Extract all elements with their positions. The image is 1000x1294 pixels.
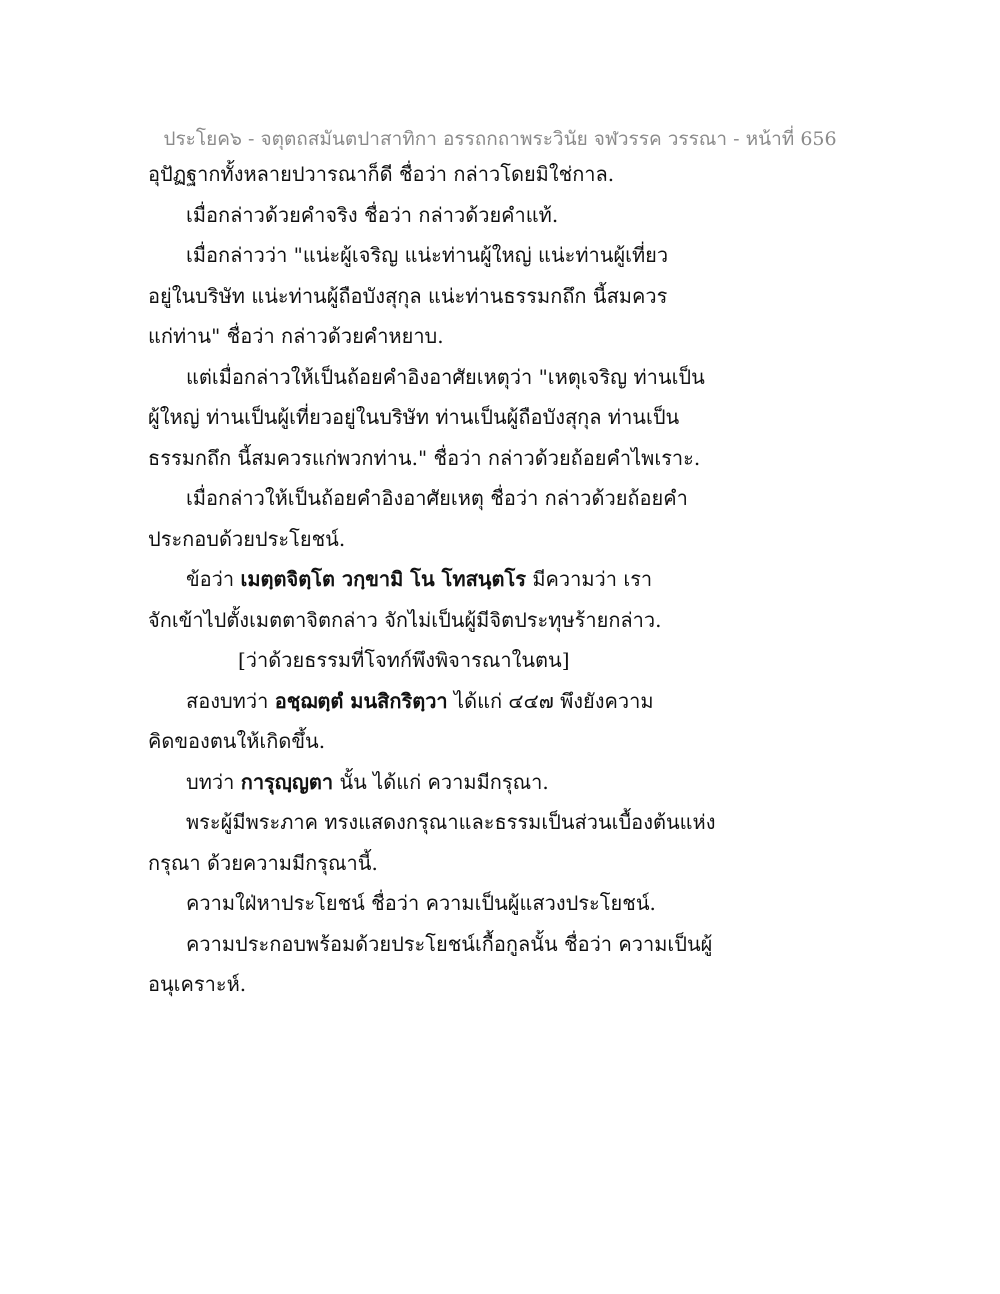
text-line: ความใฝ่หาประโยชน์ ชื่อว่า ความเป็นผู้แสวงประโยชน์. <box>186 891 656 915</box>
line-prefix: ข้อว่า <box>186 567 241 591</box>
text-line: อนุเคราะห์. <box>148 972 247 996</box>
text-line: ความประกอบพร้อมด้วยประโยชน์เกื้อกูลนั้น ชื่อว่า ความเป็นผู้ <box>186 931 713 956</box>
pali-term: อชฺฌตฺตํ มนสิกริตฺวา <box>274 688 448 713</box>
text-line <box>148 681 708 722</box>
text-line: กรุณา ด้วยความมีกรุณานี้. <box>148 850 378 875</box>
text-line: อยู่ในบริษัท แน่ะท่านผู้ถือบังสุกุล แน่ะท่านธรรมกถึก นี้สมควร <box>148 283 668 308</box>
section-heading: [ว่าด้วยธรรมที่โจทก์พึงพิจารณาในตน] <box>238 648 570 672</box>
text-line: เมื่อกล่าวว่า "แน่ะผู้เจริญ แน่ะท่านผู้ใหญ่ แน่ะท่านผู้เที่ยว <box>186 243 669 267</box>
line-prefix: บทว่า <box>186 769 241 794</box>
text-line <box>148 762 708 803</box>
pali-term: เมตฺตจิตฺโต วกฺขามิ โน โทสนฺตโร <box>240 567 526 591</box>
text-line: จักเข้าไปตั้งเมตตาจิตกล่าว จักไม่เป็นผู้มีจิตประทุษร้ายกล่าว. <box>148 607 662 632</box>
text-line: ผู้ใหญ่ ท่านเป็นผู้เที่ยวอยู่ในบริษัท ท่านเป็นผู้ถือบังสุกุล ท่านเป็น <box>148 405 680 429</box>
line-suffix: ได้แก่ ๔๔๗ พึงยังความ <box>447 688 654 713</box>
line-suffix: นั้น ได้แก่ ความมีกรุณา. <box>333 769 549 794</box>
text-line: อุปัฏฐากทั้งหลายปวารณาก็ดี ชื่อว่า กล่าวโดยมิใช่กาล. <box>148 162 615 186</box>
line-suffix: มีความว่า เรา <box>525 567 653 591</box>
text-line: แก่ท่าน" ชื่อว่า กล่าวด้วยคำหยาบ. <box>148 324 444 348</box>
text-line <box>148 559 708 600</box>
text-line: พระผู้มีพระภาค ทรงแสดงกรุณาและธรรมเป็นส่วนเบื้องต้นแห่ง <box>186 810 716 834</box>
text-line: คิดของตนให้เกิดขึ้น. <box>148 729 326 753</box>
running-header: ประโยค๖ - จตุตถสมันตปาสาทิกา อรรถกถาพระวินัย จฬวรรค วรรณา - หน้าที่ 656 <box>163 128 837 150</box>
text-line: เมื่อกล่าวด้วยคำจริง ชื่อว่า กล่าวด้วยคำแท้. <box>186 202 559 227</box>
line-prefix: สองบทว่า <box>186 688 275 713</box>
text-line: ประกอบด้วยประโยชน์. <box>148 526 346 551</box>
page-body <box>148 154 716 1005</box>
pali-term: การุญฺญตา <box>240 769 334 794</box>
text-line: แต่เมื่อกล่าวให้เป็นถ้อยคำอิงอาศัยเหตุว่า "เหตุเจริญ ท่านเป็น <box>186 364 705 389</box>
text-line: เมื่อกล่าวให้เป็นถ้อยคำอิงอาศัยเหตุ ชื่อว่า กล่าวด้วยถ้อยคำ <box>186 486 688 510</box>
text-line: ธรรมกถึก นี้สมควรแก่พวกท่าน." ชื่อว่า กล่าวด้วยถ้อยคำไพเราะ. <box>148 445 701 470</box>
